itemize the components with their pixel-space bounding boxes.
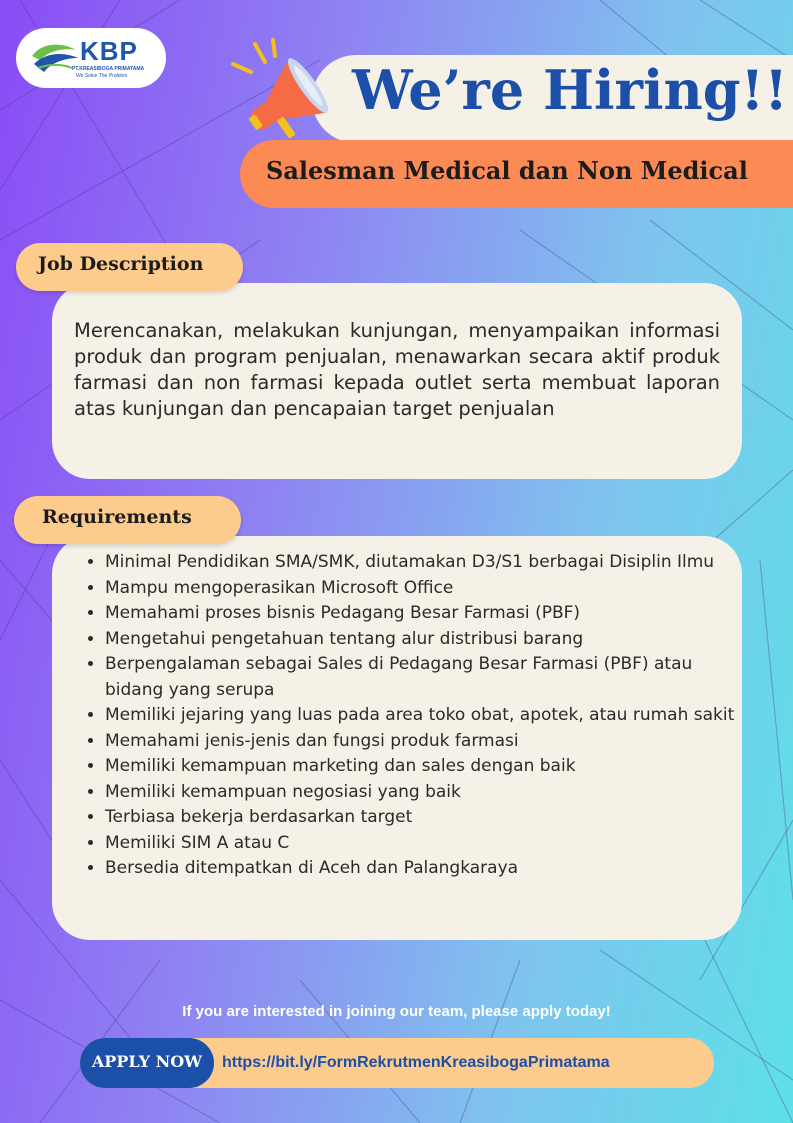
list-item: • Memiliki kemampuan negosiasi yang baik — [105, 780, 745, 806]
requirements-heading: Requirements — [42, 506, 192, 528]
requirements-list — [86, 550, 745, 882]
company-logo — [16, 28, 166, 88]
list-item: • Mampu mengoperasikan Microsoft Office — [105, 576, 745, 602]
list-item: • Minimal Pendidikan SMA/SMK, diutamakan D3/S1 berbagai Disiplin Ilmu — [105, 550, 745, 576]
list-item: • Berpengalaman sebagai Sales di Pedagang Besar Farmasi (PBF) atau bidang yang serupa — [105, 652, 745, 703]
logo-brand: KBP — [80, 36, 138, 66]
job-description-heading: Job Description — [38, 253, 204, 275]
job-description-text: Merencanakan, melakukan kunjungan, menyampaikan informasi produk dan program penjualan, menawarkan secara aktif produk farmasi dan non farmasi kepada outlet serta membuat laporan atas kunjungan dan pencapaian target penjualan — [74, 319, 720, 420]
apply-link[interactable]: https://bit.ly/FormRekrutmenKreasibogaPrimatama — [222, 1054, 610, 1071]
apply-call-to-action: If you are interested in joining our team, please apply today! — [182, 1003, 611, 1020]
list-item: • Memiliki kemampuan marketing dan sales dengan baik — [105, 754, 745, 780]
megaphone-icon — [225, 38, 335, 148]
apply-now-label: APPLY NOW — [91, 1052, 203, 1071]
list-item: • Bersedia ditempatkan di Aceh dan Palangkaraya — [105, 856, 745, 882]
job-description-label — [16, 243, 243, 291]
apply-now-button[interactable] — [80, 1038, 214, 1088]
position-title: Salesman Medical dan Non Medical — [266, 156, 748, 185]
list-item: • Mengetahui pengetahuan tentang alur distribusi barang — [105, 627, 745, 653]
page-title: We’re Hiring!! — [352, 58, 788, 122]
list-item: • Memiliki SIM A atau C — [105, 831, 745, 857]
logo-company-name: PT.KREASIBOGA PRIMATAMA — [72, 66, 145, 72]
kbp-logo-icon — [28, 38, 82, 78]
list-item: • Memahami proses bisnis Pedagang Besar Farmasi (PBF) — [105, 601, 745, 627]
list-item: • Terbiasa bekerja berdasarkan target — [105, 805, 745, 831]
requirements-label — [14, 496, 241, 544]
list-item: • Memiliki jejaring yang luas pada area toko obat, apotek, atau rumah sakit — [105, 703, 745, 729]
logo-tagline: We Solve The Problem — [76, 73, 128, 79]
list-item: • Memahami jenis-jenis dan fungsi produk farmasi — [105, 729, 745, 755]
